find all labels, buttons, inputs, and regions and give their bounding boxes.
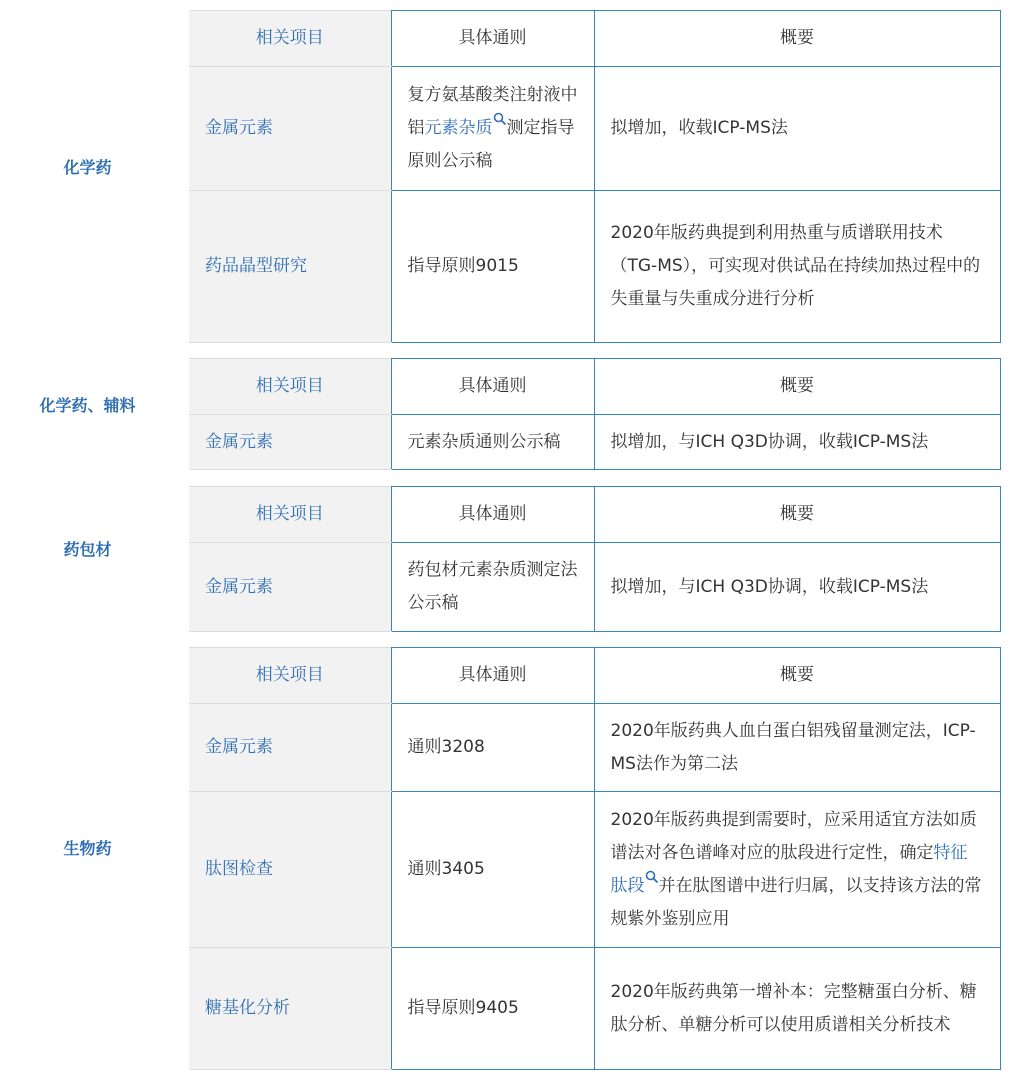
chemical-drug-table <box>189 10 1001 343</box>
header-summary: 概要 <box>594 648 1000 704</box>
rule-text: 测定指导原则公示稿 <box>407 118 575 171</box>
header-rule: 具体通则 <box>391 11 594 67</box>
summary-cell <box>594 792 1000 948</box>
item-cell: 金属元素 <box>189 704 391 792</box>
header-rule: 具体通则 <box>391 359 594 415</box>
table-row <box>189 948 1000 1070</box>
summary-text: 2020年版药典提到需要时，应采用适宜方法如质谱法对各色谱峰对应的肽段进行定性，确定 <box>610 809 977 863</box>
element-impurity-link[interactable]: 元素杂质 <box>424 118 493 138</box>
table-header-row <box>189 648 1000 704</box>
table-row <box>189 415 1000 470</box>
item-cell: 金属元素 <box>189 543 391 632</box>
search-icon[interactable] <box>493 112 507 126</box>
header-item: 相关项目 <box>189 487 391 543</box>
table-row <box>189 191 1000 343</box>
rule-text: 复方氨基酸类注射液中铝 <box>407 85 578 138</box>
item-cell: 肽图检查 <box>189 792 391 948</box>
summary-cell: 拟增加，与ICH Q3D协调，收载ICP-MS法 <box>594 415 1000 470</box>
header-summary: 概要 <box>594 11 1000 67</box>
header-item: 相关项目 <box>189 648 391 704</box>
summary-cell: 拟增加，收载ICP-MS法 <box>594 67 1000 191</box>
header-summary: 概要 <box>594 359 1000 415</box>
header-item: 相关项目 <box>189 11 391 67</box>
excipient-table <box>189 358 1001 470</box>
header-summary: 概要 <box>594 487 1000 543</box>
signature-peptide-link[interactable]: 特征肽段 <box>610 842 968 896</box>
rule-cell: 指导原则9405 <box>391 948 594 1070</box>
header-rule: 具体通则 <box>391 487 594 543</box>
summary-cell: 2020年版药典提到利用热重与质谱联用技术（TG-MS），可实现对供试品在持续加热过程中的失重量与失重成分进行分析 <box>594 191 1000 343</box>
rule-cell: 药包材元素杂质测定法公示稿 <box>391 543 594 632</box>
biologics-table <box>189 647 1001 1070</box>
table-header-row <box>189 487 1000 543</box>
summary-cell: 2020年版药典第一增补本：完整糖蛋白分析、糖肽分析、单糖分析可以使用质谱相关分析技术 <box>594 948 1000 1070</box>
rule-cell: 通则3405 <box>391 792 594 948</box>
search-icon[interactable] <box>645 870 659 884</box>
table-row <box>189 67 1000 191</box>
category-label: 药包材 <box>63 540 112 559</box>
table-row <box>189 792 1000 948</box>
header-rule: 具体通则 <box>391 648 594 704</box>
summary-text: 并在肽图谱中进行归属，以支持该方法的常规紫外鉴别应用 <box>610 875 982 929</box>
table-row <box>189 543 1000 632</box>
table-row <box>189 704 1000 792</box>
summary-cell: 拟增加，与ICH Q3D协调，收载ICP-MS法 <box>594 543 1000 632</box>
rule-cell: 通则3208 <box>391 704 594 792</box>
category-label: 化学药 <box>63 158 112 177</box>
summary-cell: 2020年版药典人血白蛋白铝残留量测定法，ICP-MS法作为第二法 <box>594 704 1000 792</box>
item-cell: 金属元素 <box>189 415 391 470</box>
category-label: 化学药、辅料 <box>39 396 136 415</box>
table-header-row <box>189 11 1000 67</box>
table-header-row <box>189 359 1000 415</box>
rule-cell: 指导原则9015 <box>391 191 594 343</box>
category-label: 生物药 <box>63 839 112 858</box>
item-cell: 金属元素 <box>189 67 391 191</box>
item-cell: 药品晶型研究 <box>189 191 391 343</box>
header-item: 相关项目 <box>189 359 391 415</box>
rule-cell: 元素杂质通则公示稿 <box>391 415 594 470</box>
packaging-table <box>189 486 1001 632</box>
rule-cell <box>391 67 594 191</box>
item-cell: 糖基化分析 <box>189 948 391 1070</box>
